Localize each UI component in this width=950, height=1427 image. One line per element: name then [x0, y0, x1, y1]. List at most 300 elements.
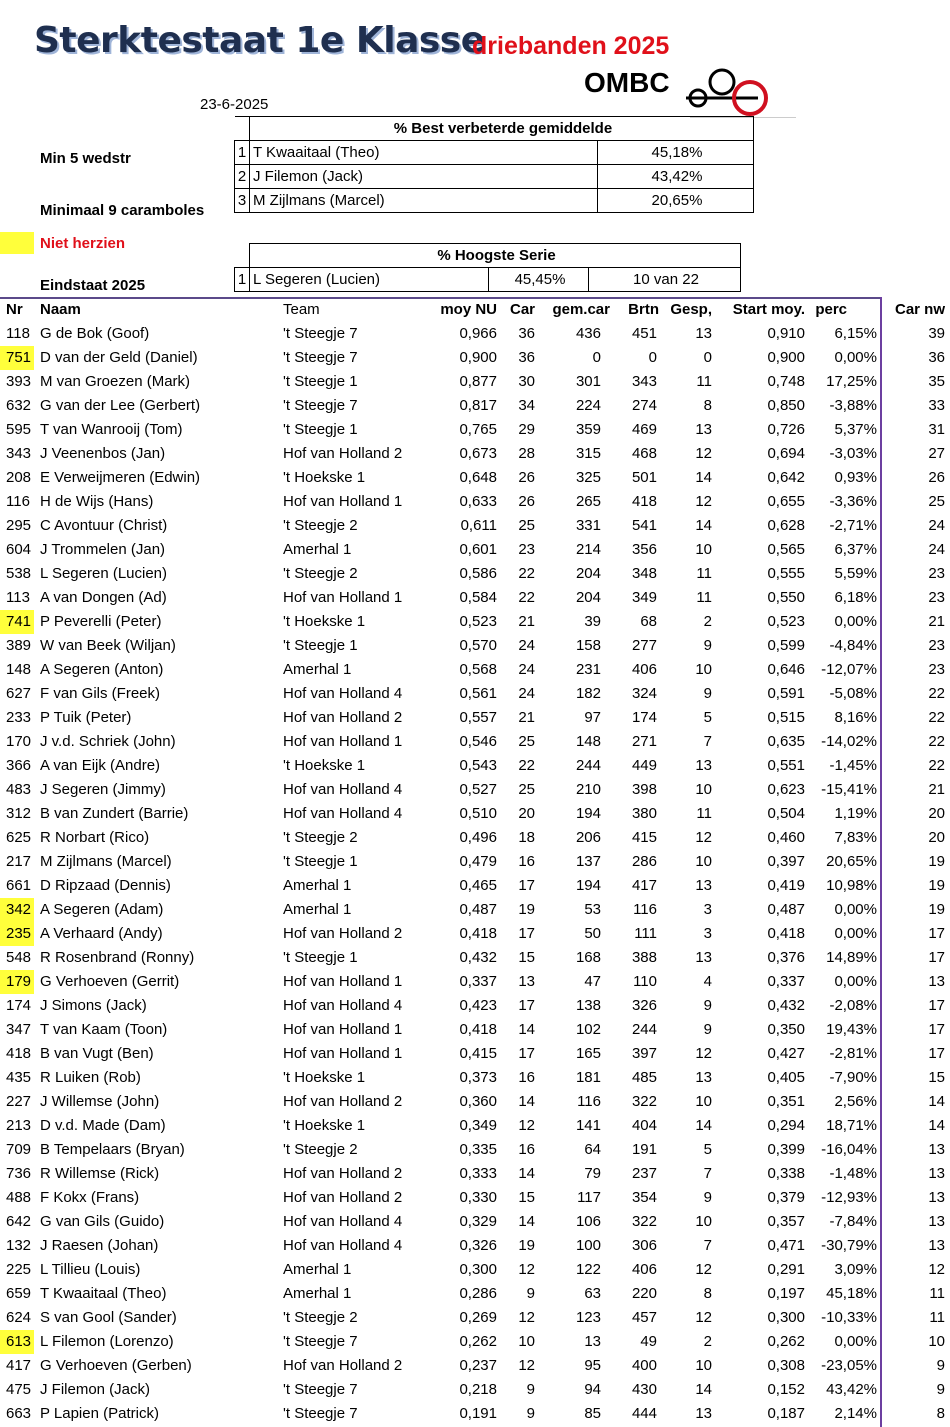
cell-carnw: 15: [928, 1069, 945, 1086]
player-team: Hof van Holland 2: [283, 1357, 403, 1374]
cell-perc: -1,48%: [829, 1165, 877, 1182]
cell-car: 23: [518, 541, 535, 558]
cell-perc: 18,71%: [826, 1117, 877, 1134]
cell-start: 0,432: [767, 997, 805, 1014]
cell-brtn: 468: [631, 445, 657, 462]
cell-gem: 106: [575, 1213, 601, 1230]
cell-brtn: 380: [631, 805, 657, 822]
cell-brtn: 388: [631, 949, 657, 966]
cell-start: 0,591: [767, 685, 805, 702]
cell-gesp: 13: [695, 877, 712, 894]
cell-perc: 0,00%: [834, 973, 877, 990]
cell-car: 14: [518, 1021, 535, 1038]
player-team: 't Steegje 2: [283, 565, 358, 582]
cell-carnw: 13: [928, 973, 945, 990]
cell-car: 29: [518, 421, 535, 438]
highest-series-table: [234, 243, 741, 292]
cell-moy: 0,262: [459, 1333, 497, 1350]
cell-brtn: 277: [631, 637, 657, 654]
cell-gesp: 0: [703, 349, 712, 366]
cell-perc: 2,14%: [834, 1405, 877, 1422]
cell-gesp: 10: [695, 781, 712, 798]
player-name: L Segeren (Lucien): [40, 565, 168, 582]
table-row: [0, 1138, 950, 1162]
cell-gem: 325: [575, 469, 601, 486]
rank: 1: [235, 268, 250, 292]
table-row: [0, 1066, 950, 1090]
cell-car: 19: [518, 1237, 535, 1254]
player-name: B Tempelaars (Bryan): [40, 1141, 185, 1158]
table-row: [235, 165, 754, 189]
player-name: G van der Lee (Gerbert): [40, 397, 201, 414]
cell-start: 0,646: [767, 661, 805, 678]
cell-carnw: 24: [928, 517, 945, 534]
cell-car: 16: [518, 853, 535, 870]
min-matches-label: Min 5 wedstr: [40, 150, 131, 167]
player-name: J Raesen (Johan): [40, 1237, 159, 1254]
cell-carnw: 25: [928, 493, 945, 510]
player-name: A Segeren (Anton): [40, 661, 164, 678]
cell-start: 0,471: [767, 1237, 805, 1254]
cell-gem: 224: [575, 397, 601, 414]
table-row: [0, 1210, 950, 1234]
cell-brtn: 457: [631, 1309, 657, 1326]
cell-gesp: 9: [703, 997, 712, 1014]
cell-perc: -1,45%: [829, 757, 877, 774]
cell-start: 0,294: [767, 1117, 805, 1134]
player-number: 233: [6, 709, 32, 726]
table-row: [0, 874, 950, 898]
cell-perc: -5,08%: [829, 685, 877, 702]
cell-start: 0,599: [767, 637, 805, 654]
not-revised-label: Niet herzien: [40, 235, 126, 252]
player-name: E Verweijmeren (Edwin): [40, 469, 201, 486]
value: 45,18%: [597, 141, 753, 165]
player-team: Hof van Holland 4: [283, 997, 403, 1014]
cell-carnw: 17: [928, 997, 945, 1014]
player-name: D van der Geld (Daniel): [40, 349, 198, 366]
player-name: J Filemon (Jack): [40, 1381, 151, 1398]
cell-gem: 122: [575, 1261, 601, 1278]
cell-gem: 117: [577, 1189, 601, 1206]
cell-car: 12: [518, 1309, 535, 1326]
player-team: 't Steegje 2: [283, 829, 358, 846]
cell-gesp: 11: [696, 373, 712, 390]
cell-perc: -15,41%: [821, 781, 877, 798]
cell-car: 12: [518, 1117, 535, 1134]
player-number: 736: [6, 1165, 32, 1182]
cell-gesp: 14: [695, 1117, 712, 1134]
cell-moy: 0,546: [459, 733, 497, 750]
cell-carnw: 19: [928, 853, 945, 870]
cell-carnw: 13: [928, 1141, 945, 1158]
cell-brtn: 237: [631, 1165, 657, 1182]
player-name: L Tillieu (Louis): [40, 1261, 141, 1278]
cell-gem: 13: [584, 1333, 601, 1350]
cell-gem: 94: [584, 1381, 601, 1398]
cell-moy: 0,584: [459, 589, 497, 606]
best-improved-title: % Best verbeterde gemiddelde: [250, 117, 754, 141]
player-name: L Filemon (Lorenzo): [40, 1333, 174, 1350]
cell-start: 0,487: [767, 901, 805, 918]
cell-perc: 5,37%: [834, 421, 877, 438]
cell-gesp: 9: [703, 685, 712, 702]
cell-gem: 141: [575, 1117, 601, 1134]
table-row: [0, 754, 950, 778]
cell-perc: 0,00%: [834, 1333, 877, 1350]
player-name: B van Zundert (Barrie): [40, 805, 189, 822]
cell-car: 21: [518, 613, 535, 630]
player-team: Hof van Holland 1: [283, 1021, 403, 1038]
cell-moy: 0,561: [459, 685, 497, 702]
cell-brtn: 274: [631, 397, 657, 414]
cell-car: 14: [518, 1213, 535, 1230]
table-row: [0, 1090, 950, 1114]
rank: 3: [235, 189, 250, 213]
cell-start: 0,291: [767, 1261, 805, 1278]
player-number: 435: [6, 1069, 32, 1086]
cell-gem: 95: [584, 1357, 601, 1374]
cell-carnw: 23: [928, 637, 945, 654]
cell-brtn: 417: [631, 877, 657, 894]
table-row: [0, 562, 950, 586]
table-row: [0, 994, 950, 1018]
cell-gesp: 13: [695, 325, 712, 342]
name: M Zijlmans (Marcel): [250, 189, 598, 213]
player-number: 342: [0, 898, 34, 922]
cell-car: 34: [518, 397, 535, 414]
cell-gem: 123: [575, 1309, 601, 1326]
cell-perc: -3,03%: [829, 445, 877, 462]
cell-moy: 0,326: [459, 1237, 497, 1254]
player-team: Hof van Holland 2: [283, 445, 403, 462]
cell-gesp: 10: [695, 661, 712, 678]
cell-moy: 0,900: [459, 349, 497, 366]
cell-brtn: 174: [631, 709, 657, 726]
table-row: [0, 1378, 950, 1402]
cell-start: 0,419: [767, 877, 805, 894]
cell-brtn: 354: [631, 1189, 657, 1206]
cell-car: 16: [518, 1069, 535, 1086]
cell-start: 0,850: [767, 397, 805, 414]
cell-carnw: 13: [928, 1237, 945, 1254]
cell-moy: 0,237: [459, 1357, 497, 1374]
cell-brtn: 110: [633, 973, 657, 990]
cell-gesp: 14: [695, 517, 712, 534]
cell-perc: 6,18%: [834, 589, 877, 606]
cell-start: 0,338: [767, 1165, 805, 1182]
cell-gesp: 7: [703, 733, 712, 750]
player-number: 208: [6, 469, 32, 486]
ball-icon: [710, 70, 734, 94]
cell-start: 0,337: [767, 973, 805, 990]
table-row: [0, 394, 950, 418]
cell-start: 0,635: [767, 733, 805, 750]
player-name: G Verhoeven (Gerrit): [40, 973, 180, 990]
table-row: [0, 1042, 950, 1066]
cell-perc: -2,81%: [829, 1045, 877, 1062]
cell-start: 0,655: [767, 493, 805, 510]
player-team: 't Steegje 7: [283, 349, 358, 366]
player-team: 't Steegje 1: [283, 421, 358, 438]
table-row: [0, 1402, 950, 1426]
cell-brtn: 406: [631, 661, 657, 678]
cell-start: 0,551: [767, 757, 805, 774]
cell-brtn: 271: [631, 733, 657, 750]
cell-car: 15: [518, 949, 535, 966]
cell-start: 0,726: [767, 421, 805, 438]
table-row: [0, 634, 950, 658]
cell-start: 0,515: [767, 709, 805, 726]
cell-gesp: 12: [695, 1045, 712, 1062]
cell-gesp: 11: [696, 589, 712, 606]
player-team: 't Steegje 1: [283, 949, 358, 966]
player-name: D v.d. Made (Dam): [40, 1117, 166, 1134]
cell-moy: 0,418: [459, 925, 497, 942]
cell-gem: 100: [575, 1237, 601, 1254]
cell-carnw: 19: [928, 901, 945, 918]
cell-carnw: 31: [928, 421, 945, 438]
cell-gesp: 3: [703, 925, 712, 942]
player-name: P Peverelli (Peter): [40, 613, 162, 630]
cell-gesp: 14: [695, 469, 712, 486]
player-team: Hof van Holland 1: [283, 589, 403, 606]
cell-gesp: 5: [703, 709, 712, 726]
cell-carnw: 10: [928, 1333, 945, 1350]
cell-start: 0,187: [767, 1405, 805, 1422]
player-name: D Ripzaad (Dennis): [40, 877, 171, 894]
cell-moy: 0,432: [459, 949, 497, 966]
cell-perc: 2,56%: [834, 1093, 877, 1110]
cell-moy: 0,765: [459, 421, 497, 438]
player-number: 148: [6, 661, 32, 678]
cell-brtn: 541: [631, 517, 657, 534]
cell-gem: 158: [575, 637, 601, 654]
table-row: [0, 418, 950, 442]
page-subtitle: driebanden 2025: [472, 32, 670, 60]
cell-carnw: 17: [928, 1021, 945, 1038]
cell-perc: 7,83%: [834, 829, 877, 846]
cell-carnw: 14: [928, 1093, 945, 1110]
cell-start: 0,152: [767, 1381, 805, 1398]
player-name: P Lapien (Patrick): [40, 1405, 159, 1422]
player-team: Hof van Holland 2: [283, 1165, 403, 1182]
cell-moy: 0,415: [459, 1045, 497, 1062]
player-team: Amerhal 1: [283, 901, 352, 918]
player-team: 't Steegje 7: [283, 397, 358, 414]
cell-car: 26: [518, 493, 535, 510]
player-number: 661: [6, 877, 32, 894]
table-row: [0, 466, 950, 490]
cell-start: 0,565: [767, 541, 805, 558]
column-header: Nr: [6, 301, 23, 318]
cell-brtn: 415: [631, 829, 657, 846]
cell-car: 9: [526, 1405, 535, 1422]
player-number: 548: [6, 949, 32, 966]
player-team: 't Steegje 2: [283, 1309, 358, 1326]
cell-start: 0,504: [767, 805, 805, 822]
player-team: 't Hoekske 1: [283, 469, 366, 486]
table-row: [0, 322, 950, 346]
cell-brtn: 286: [631, 853, 657, 870]
cell-gesp: 12: [695, 1261, 712, 1278]
cell-gem: 64: [584, 1141, 601, 1158]
cell-brtn: 444: [631, 1405, 657, 1422]
cell-carnw: 9: [936, 1381, 945, 1398]
player-name: R Rosenbrand (Ronny): [40, 949, 195, 966]
player-name: R Willemse (Rick): [40, 1165, 160, 1182]
table-row: [0, 586, 950, 610]
cell-carnw: 17: [928, 925, 945, 942]
cell-moy: 0,877: [459, 373, 497, 390]
player-team: Hof van Holland 4: [283, 805, 403, 822]
cell-gesp: 10: [695, 1093, 712, 1110]
player-number: 118: [6, 325, 30, 342]
player-team: 't Hoekske 1: [283, 1069, 366, 1086]
player-team: Amerhal 1: [283, 661, 352, 678]
player-team: Amerhal 1: [283, 877, 352, 894]
player-team: Hof van Holland 1: [283, 973, 403, 990]
cell-moy: 0,568: [459, 661, 497, 678]
cell-gem: 102: [575, 1021, 601, 1038]
cell-perc: -23,05%: [821, 1357, 877, 1374]
cell-gesp: 2: [703, 1333, 712, 1350]
player-number: 179: [0, 970, 34, 994]
cell-gesp: 11: [696, 565, 712, 582]
table-row: [0, 658, 950, 682]
cell-brtn: 348: [631, 565, 657, 582]
cell-gesp: 9: [703, 1189, 712, 1206]
column-header: Brtn: [628, 301, 659, 318]
cell-carnw: 23: [928, 565, 945, 582]
cell-moy: 0,543: [459, 757, 497, 774]
cell-carnw: 22: [928, 733, 945, 750]
table-row: [0, 514, 950, 538]
cell-carnw: 12: [928, 1261, 945, 1278]
player-number: 709: [6, 1141, 32, 1158]
player-number: 624: [6, 1309, 32, 1326]
cell-perc: -12,93%: [821, 1189, 877, 1206]
cell-start: 0,357: [767, 1213, 805, 1230]
cell-moy: 0,286: [459, 1285, 497, 1302]
cell-moy: 0,673: [459, 445, 497, 462]
cell-brtn: 322: [631, 1213, 657, 1230]
player-name: A van Eijk (Andre): [40, 757, 161, 774]
report-date: 23-6-2025: [200, 96, 269, 113]
cell-carnw: 35: [928, 373, 945, 390]
player-number: 632: [6, 397, 32, 414]
cell-gem: 165: [575, 1045, 601, 1062]
cell-moy: 0,586: [459, 565, 497, 582]
cell-start: 0,399: [767, 1141, 805, 1158]
final-label: Eindstaat 2025: [40, 277, 146, 294]
cell-gem: 0: [592, 349, 601, 366]
cell-gesp: 12: [695, 1309, 712, 1326]
cell-moy: 0,817: [459, 397, 497, 414]
ombc-logo: [582, 62, 772, 116]
cell-start: 0,460: [767, 829, 805, 846]
best-improved-table: [234, 116, 754, 213]
cell-gesp: 5: [703, 1141, 712, 1158]
cell-perc: 0,00%: [834, 901, 877, 918]
player-number: 174: [6, 997, 32, 1014]
rank: 1: [235, 141, 250, 165]
cell-start: 0,427: [767, 1045, 805, 1062]
player-team: Hof van Holland 1: [283, 733, 403, 750]
cell-car: 21: [518, 709, 535, 726]
player-number: 116: [6, 493, 30, 510]
cell-start: 0,523: [767, 613, 805, 630]
player-team: Hof van Holland 2: [283, 1093, 403, 1110]
cell-start: 0,694: [767, 445, 805, 462]
cell-brtn: 116: [633, 901, 657, 918]
cell-carnw: 39: [928, 325, 945, 342]
cell-car: 13: [518, 973, 535, 990]
player-team: Hof van Holland 4: [283, 685, 403, 702]
cell-car: 12: [518, 1261, 535, 1278]
cell-moy: 0,523: [459, 613, 497, 630]
player-name: M van Groezen (Mark): [40, 373, 191, 390]
player-number: 475: [6, 1381, 32, 1398]
cell-brtn: 343: [631, 373, 657, 390]
cell-perc: 6,15%: [834, 325, 877, 342]
cell-moy: 0,557: [459, 709, 497, 726]
highlight-swatch: [0, 232, 34, 254]
cell-carnw: 26: [928, 469, 945, 486]
table-row: [0, 1234, 950, 1258]
player-number: 170: [6, 733, 32, 750]
cell-gem: 168: [575, 949, 601, 966]
cell-brtn: 356: [631, 541, 657, 558]
cell-perc: -14,02%: [821, 733, 877, 750]
cell-car: 20: [518, 805, 535, 822]
detail: 10 van 22: [589, 268, 741, 292]
cell-gem: 53: [584, 901, 601, 918]
cell-gem: 138: [575, 997, 601, 1014]
cell-perc: -12,07%: [821, 661, 877, 678]
player-team: 't Steegje 7: [283, 325, 358, 342]
table-row: [0, 898, 950, 922]
cell-carnw: 23: [928, 661, 945, 678]
table-row: [0, 490, 950, 514]
player-number: 132: [6, 1237, 32, 1254]
player-number: 213: [6, 1117, 32, 1134]
player-team: Hof van Holland 4: [283, 1213, 403, 1230]
cell-gesp: 4: [703, 973, 712, 990]
cell-carnw: 9: [936, 1357, 945, 1374]
cell-gesp: 14: [695, 1381, 712, 1398]
column-header: gem.car: [552, 301, 610, 318]
cell-car: 9: [526, 1285, 535, 1302]
table-row: [235, 189, 754, 213]
column-header: Naam: [40, 301, 81, 318]
column-header: perc: [815, 301, 847, 318]
cell-gem: 194: [575, 805, 601, 822]
cell-car: 17: [518, 1045, 535, 1062]
cell-gesp: 10: [695, 853, 712, 870]
player-name: F van Gils (Freek): [40, 685, 161, 702]
cell-start: 0,910: [767, 325, 805, 342]
cell-carnw: 24: [928, 541, 945, 558]
player-number: 595: [6, 421, 32, 438]
player-number: 113: [6, 589, 30, 606]
cell-carnw: 21: [928, 613, 945, 630]
cell-start: 0,642: [767, 469, 805, 486]
cell-car: 14: [518, 1165, 535, 1182]
cell-brtn: 485: [631, 1069, 657, 1086]
cell-moy: 0,333: [459, 1165, 497, 1182]
player-name: J Segeren (Jimmy): [40, 781, 166, 798]
